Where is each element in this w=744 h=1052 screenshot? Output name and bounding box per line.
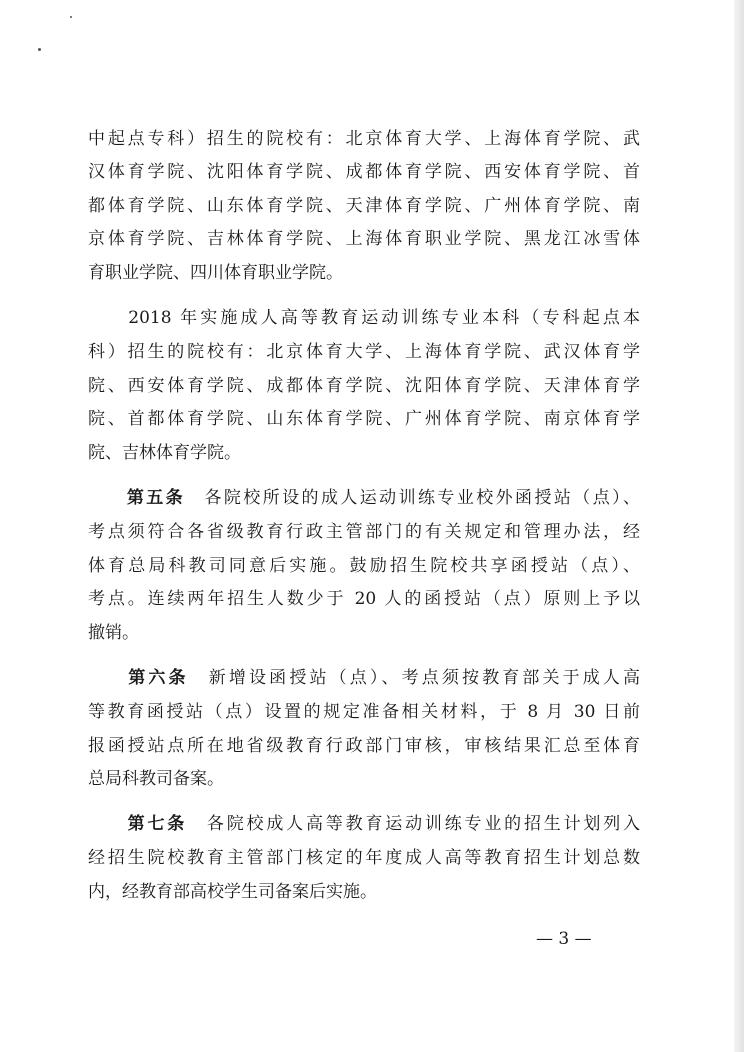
article-five-label: 第五条 xyxy=(126,488,186,508)
text-line: 考点须符合各省级教育行政主管部门的有关规定和管理办法，经 xyxy=(88,522,640,542)
text-line: 院、首都体育学院、山东体育学院、广州体育学院、南京体育学 xyxy=(88,409,640,429)
text-line: 内，经教育部高校学生司备案后实施。 xyxy=(88,882,377,902)
text-line: 等教育函授站（点）设置的规定准备相关材料，于 8 月 30 日前 xyxy=(88,702,640,722)
article-seven-text: 各院校成人高等教育运动训练专业的招生计划列入 xyxy=(206,814,641,834)
text-line: 汉体育学院、沈阳体育学院、成都体育学院、西安体育学院、首 xyxy=(88,162,640,182)
text-line: 科）招生的院校有：北京体育大学、上海体育学院、武汉体育学 xyxy=(88,342,640,362)
text-line: 都体育学院、山东体育学院、天津体育学院、广州体育学院、南 xyxy=(88,196,640,216)
text-line: 体育总局科教司同意后实施。鼓励招生院校共享函授站（点）、 xyxy=(88,556,640,576)
article-seven-heading-line xyxy=(88,813,640,835)
article-six-text: 新增设函授站（点）、考点须按教育部关于成人高 xyxy=(208,668,641,688)
page-number: — 3 — xyxy=(536,929,592,949)
article-five-heading-line xyxy=(88,487,640,509)
text-line: 京体育学院、吉林体育学院、上海体育职业学院、黑龙江冰雪体 xyxy=(88,229,640,249)
text-line: 撤销。 xyxy=(88,623,139,643)
article-six-heading-line xyxy=(88,667,640,689)
text-line: 育职业学院、四川体育职业学院。 xyxy=(88,263,343,283)
text-line: 院、西安体育学院、成都体育学院、沈阳体育学院、天津体育学 xyxy=(88,376,640,396)
text-line: 2018 年实施成人高等教育运动训练专业本科（专科起点本 xyxy=(88,308,640,328)
article-six-label: 第六条 xyxy=(128,668,189,688)
text-line: 考点。连续两年招生人数少于 20 人的函授站（点）原则上予以 xyxy=(88,589,640,609)
text-line: 经招生院校教育主管部门核定的年度成人高等教育招生计划总数 xyxy=(88,848,640,868)
article-seven-label: 第七条 xyxy=(127,814,188,834)
text-line: 总局科教司备案。 xyxy=(88,769,224,789)
text-line: 报函授站点所在地省级教育行政部门审核，审核结果汇总至体育 xyxy=(88,736,640,756)
text-line: 中起点专科）招生的院校有：北京体育大学、上海体育学院、武 xyxy=(88,129,640,149)
article-five-text: 各院校所设的成人运动训练专业校外函授站（点）、 xyxy=(204,488,641,508)
text-line: 院、吉林体育学院。 xyxy=(88,443,241,463)
